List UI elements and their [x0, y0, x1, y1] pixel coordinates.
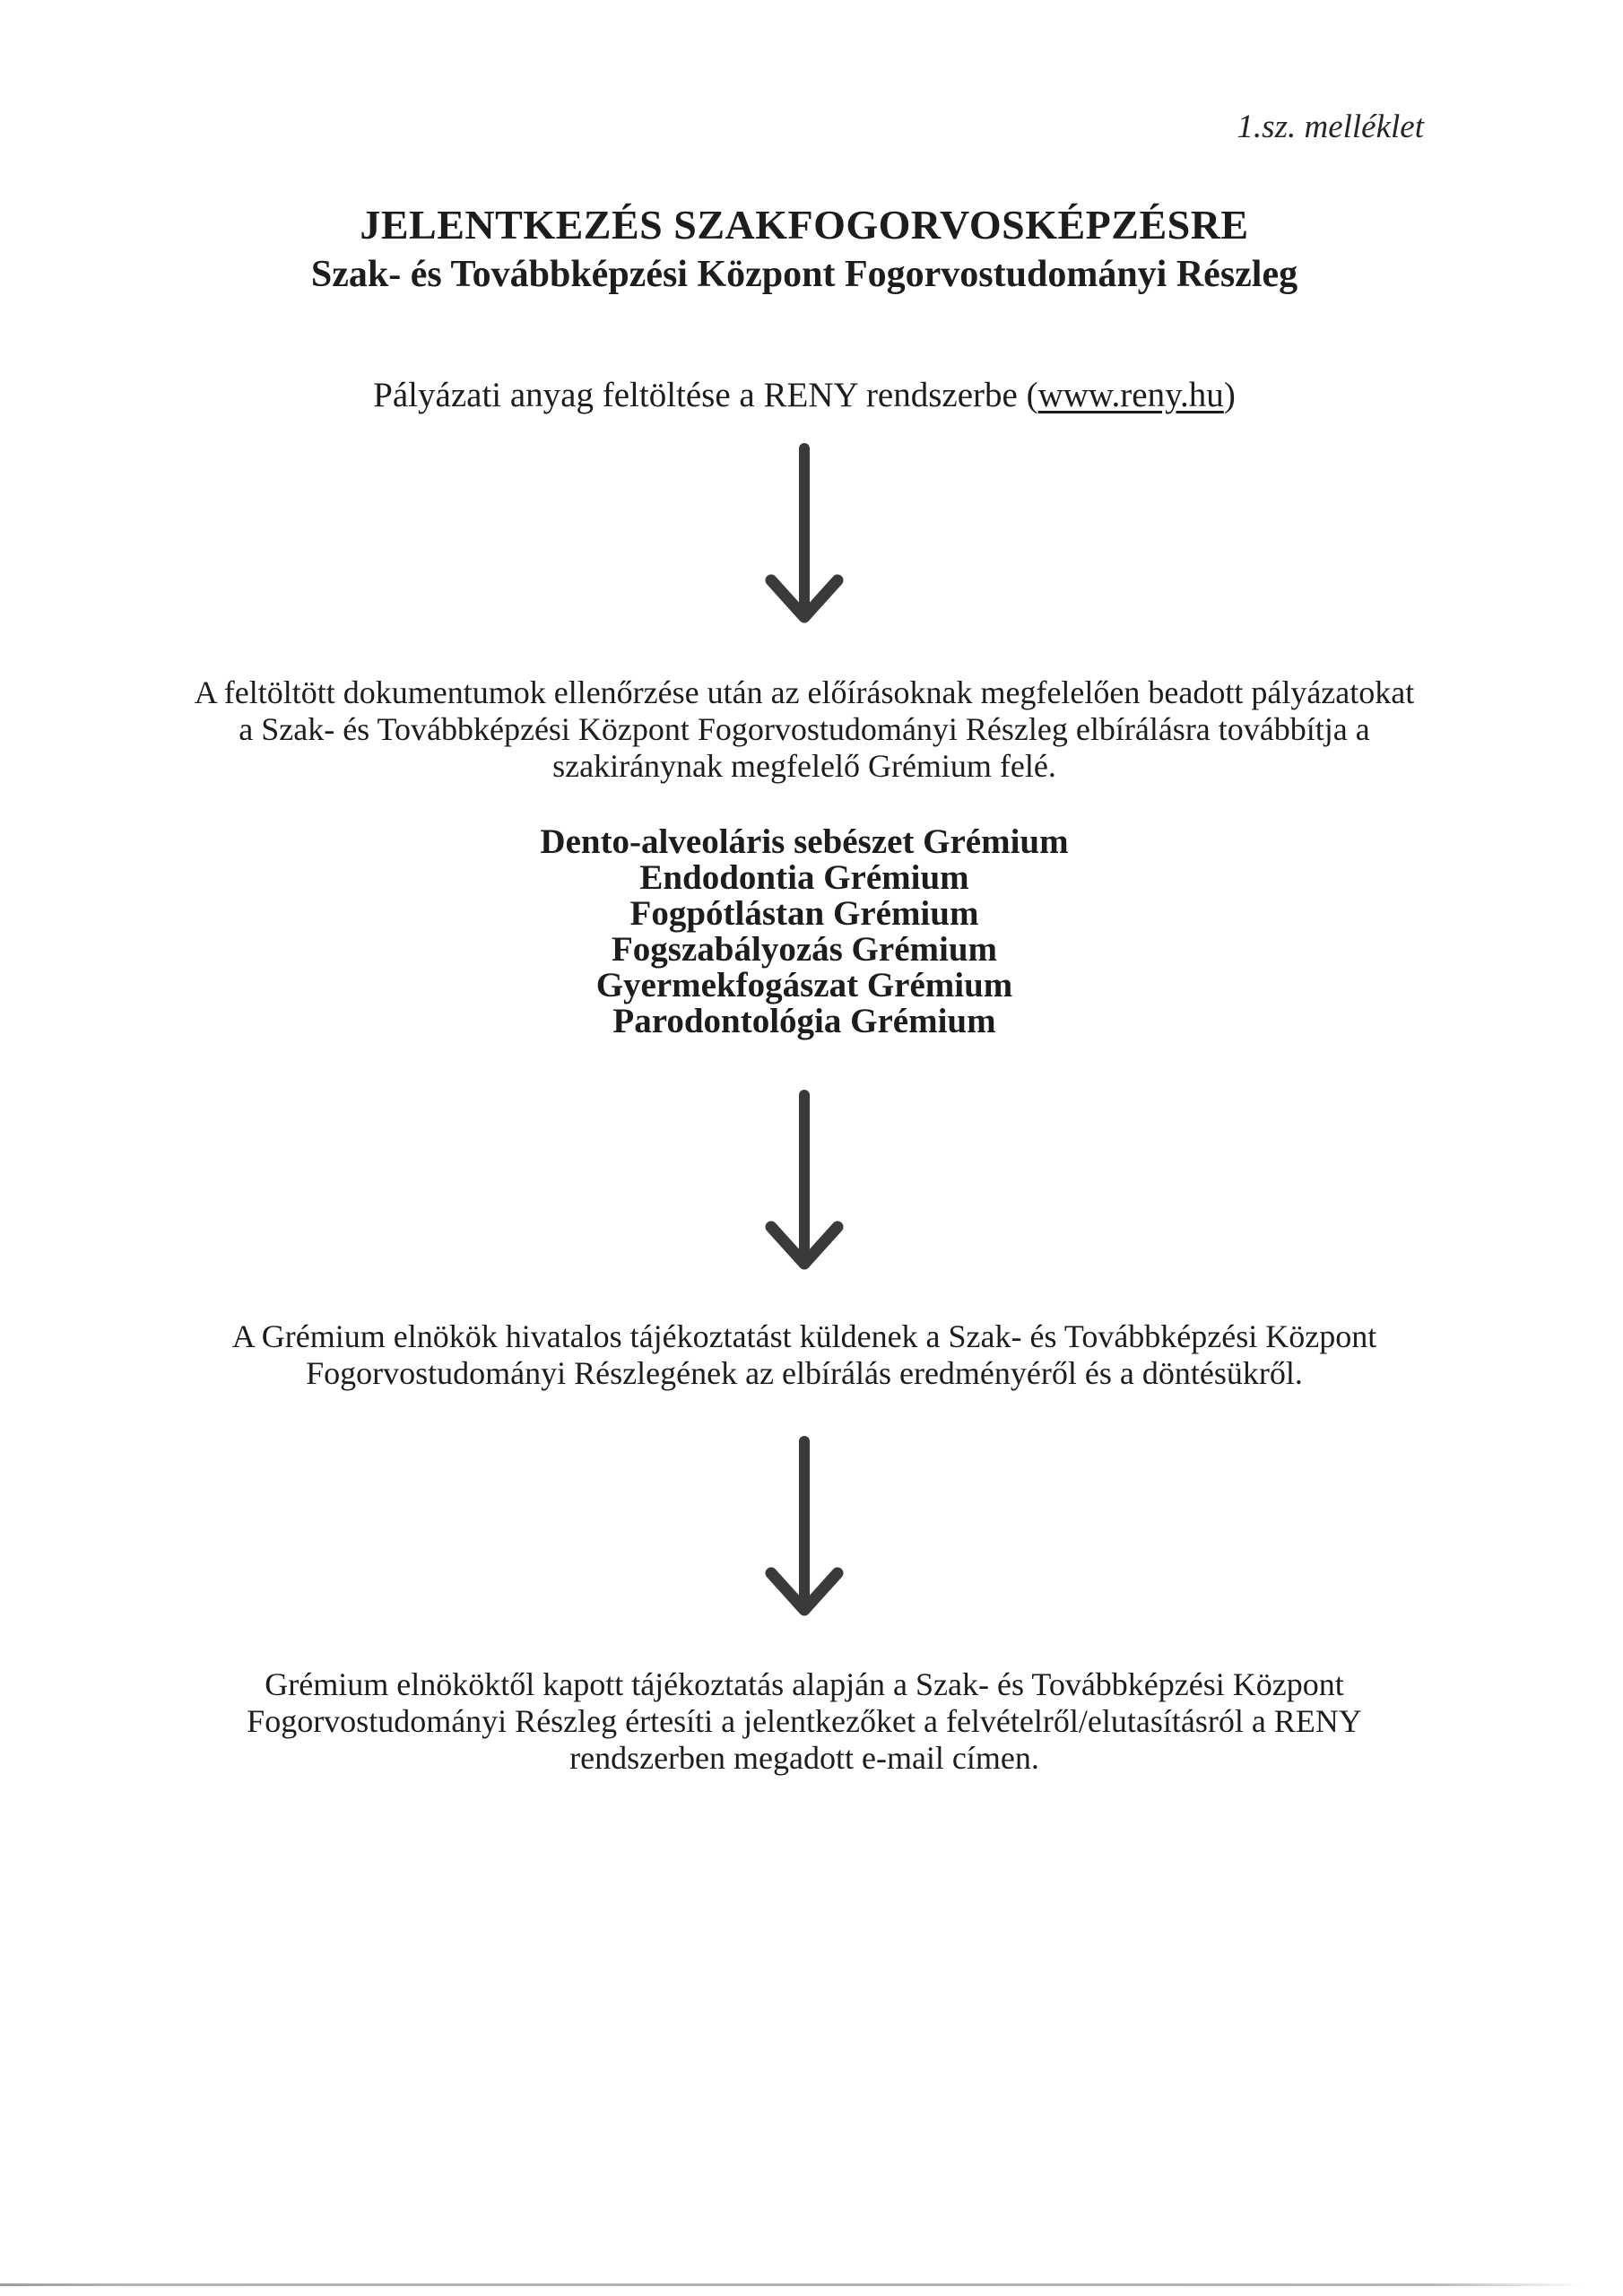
upload-instruction-prefix: Pályázati anyag feltöltése a RENY rendszerbe (: [373, 376, 1038, 414]
gremium-list-item: Gyermekfogászat Grémium: [595, 966, 1013, 1004]
gremium-list-item: Parodontológia Grémium: [612, 1002, 996, 1040]
gremium-list-item: Dento-alveoláris sebészet Grémium: [540, 822, 1069, 861]
gremium-list: [0, 824, 1609, 1039]
flow-step-review: [0, 674, 1609, 785]
paragraph-line: rendszerben megadott e-mail címen.: [569, 1740, 1039, 1776]
paragraph-line: Grémium elnököktől kapott tájékoztatás alapján a Szak- és Továbbképzési Központ: [265, 1666, 1344, 1702]
upload-instruction-suffix: ): [1223, 376, 1236, 414]
flow-step-notification: [0, 1318, 1609, 1392]
paragraph-line: Fogorvostudományi Részleg értesíti a jelentkezőket a felvételről/elutasításról a RENY: [247, 1703, 1362, 1739]
paragraph-line: A feltöltött dokumentumok ellenőrzése után az előírásoknak megfelelően beadott pályázatokat: [194, 674, 1415, 710]
paragraph-line: Fogorvostudományi Részlegének az elbírálás eredményéről és a döntésükről.: [306, 1355, 1303, 1391]
down-arrow-icon: [761, 441, 847, 630]
document-title: JELENTKEZÉS SZAKFOGORVOSKÉPZÉSRE: [360, 202, 1249, 248]
flow-step-result: [0, 1666, 1609, 1777]
attachment-annotation: 1.sz. melléklet: [1237, 109, 1424, 145]
down-arrow-icon: [761, 1434, 847, 1622]
paragraph-line: szakiránynak megfelelő Grémium felé.: [552, 748, 1056, 784]
document-subtitle: Szak- és Továbbképzési Központ Fogorvostudományi Részleg: [310, 254, 1298, 295]
gremium-list-item: Fogszabályozás Grémium: [611, 930, 998, 969]
scan-artifact-line: [0, 2283, 1585, 2286]
gremium-list-item: Fogpótlástan Grémium: [629, 894, 979, 933]
gremium-list-item: Endodontia Grémium: [639, 858, 969, 897]
reny-website-link[interactable]: www.reny.hu: [1037, 376, 1224, 414]
paragraph-line: a Szak- és Továbbképzési Központ Fogorvostudományi Részleg elbírálásra továbbítja a: [239, 711, 1370, 747]
upload-instruction: [0, 375, 1609, 415]
down-arrow-icon: [761, 1088, 847, 1276]
paragraph-line: A Grémium elnökök hivatalos tájékoztatást küldenek a Szak- és Továbbképzési Központ: [231, 1318, 1377, 1354]
